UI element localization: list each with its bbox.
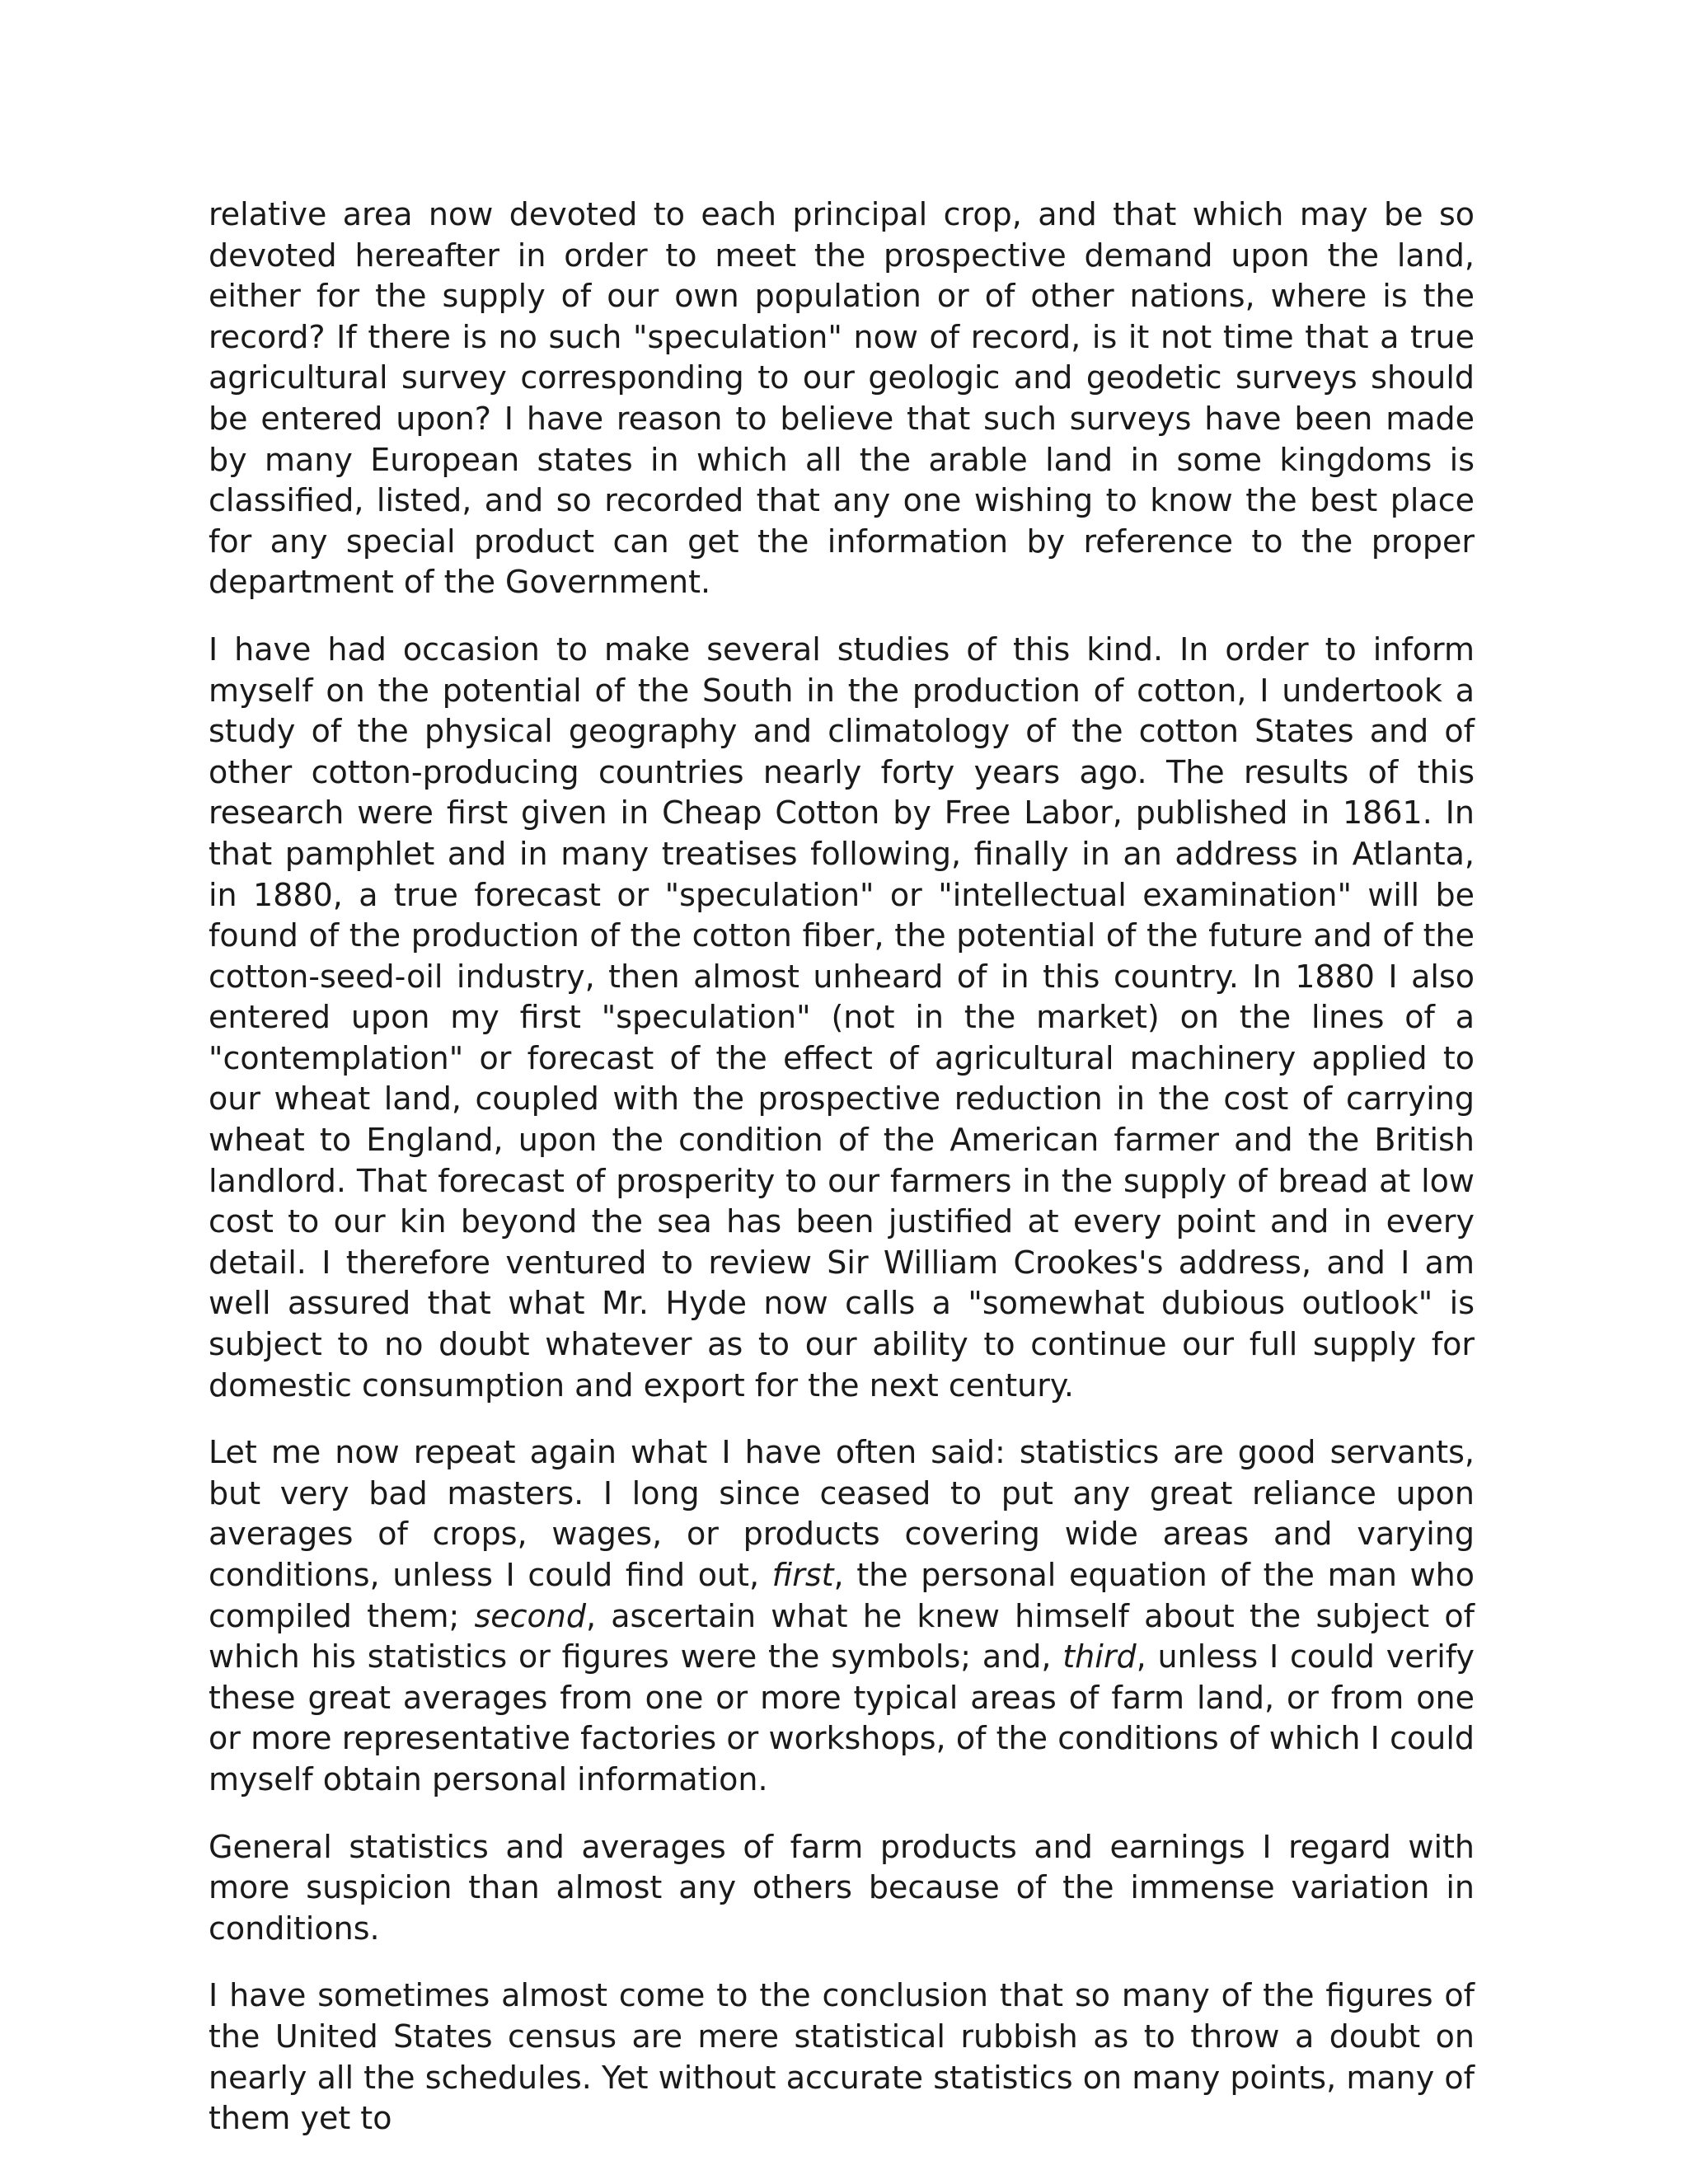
emphasis-third: third: [1062, 1638, 1137, 1675]
emphasis-first: first: [771, 1557, 834, 1593]
paragraph-4: [209, 1827, 1475, 1950]
paragraph-text: Let me now repeat again what I have often said: statistics are good servants, but very bad masters. I long since ceased to put any great reliance upon averages of crops, wages, or products covering wide areas and varying conditions, unless I could find out,: [209, 1434, 1475, 1593]
paragraph-1: [209, 194, 1475, 603]
paragraph-text: relative area now devoted to each principal crop, and that which may be so devoted hereafter in order to meet the prospective demand upon the land, either for the supply of our own population or of other nations, where is the record? If there is no such "speculation" now of record, is it not time that a true agricultural survey corresponding to our geologic and geodetic surveys should be entered upon? I have reason to believe that such surveys have been made by many European states in which all the arable land in some kingdoms is classified, listed, and so recorded that any one wishing to know the best place for any special product can get the information by reference to the proper department of the Government.: [209, 196, 1475, 601]
emphasis-second: second: [474, 1597, 586, 1634]
document-page: [209, 194, 1475, 2139]
paragraph-text: , the personal equation of the man who compiled them;: [209, 1557, 1475, 1634]
paragraph-5: [209, 1975, 1475, 2139]
paragraph-text: General statistics and averages of farm products and earnings I regard with more suspicion than almost any others because of the immense variation in conditions.: [209, 1828, 1475, 1947]
paragraph-2: [209, 630, 1475, 1406]
paragraph-text: I have had occasion to make several studies of this kind. In order to inform myself on the potential of the South in the production of cotton, I undertook a study of the physical geography and climatology of the cotton States and of other cotton-producing countries nearly forty years ago. The results of this research were first given in Cheap Cotton by Free Labor, published in 1861. In that pamphlet and in many treatises following, finally in an address in Atlanta, in 1880, a true forecast or "speculation" or "intellectual examination" will be found of the production of the cotton fiber, the potential of the future and of the cotton-seed-oil industry, then almost unheard of in this country. In 1880 I also entered upon my first "speculation" (not in the market) on the lines of a "contemplation" or forecast of the effect of agricultural machinery applied to our wheat land, coupled with the prospective reduction in the cost of carrying wheat to England, upon the condition of the American farmer and the British landlord. That forecast of prosperity to our farmers in the supply of bread at low cost to our kin beyond the sea has been justified at every point and in every detail. I therefore ventured to review Sir William Crookes's address, and I am well assured that what Mr. Hyde now calls a "somewhat dubious outlook" is subject to no doubt whatever as to our ability to continue our full supply for domestic consumption and export for the next century.: [209, 630, 1475, 1404]
paragraph-text: I have sometimes almost come to the conclusion that so many of the figures of the United States census are mere statistical rubbish as to throw a doubt on nearly all the schedules. Yet without accurate statistics on many points, many of them yet to: [209, 1977, 1475, 2137]
paragraph-text: , ascertain what he knew himself about the subject of which his statistics or figures were the symbols; and,: [209, 1597, 1475, 1675]
paragraph-3: [209, 1432, 1475, 1800]
paragraph-text: , unless I could verify these great averages from one or more typical areas of farm land, or from one or more representative factories or workshops, of the conditions of which I could myself obtain personal information.: [209, 1638, 1475, 1797]
